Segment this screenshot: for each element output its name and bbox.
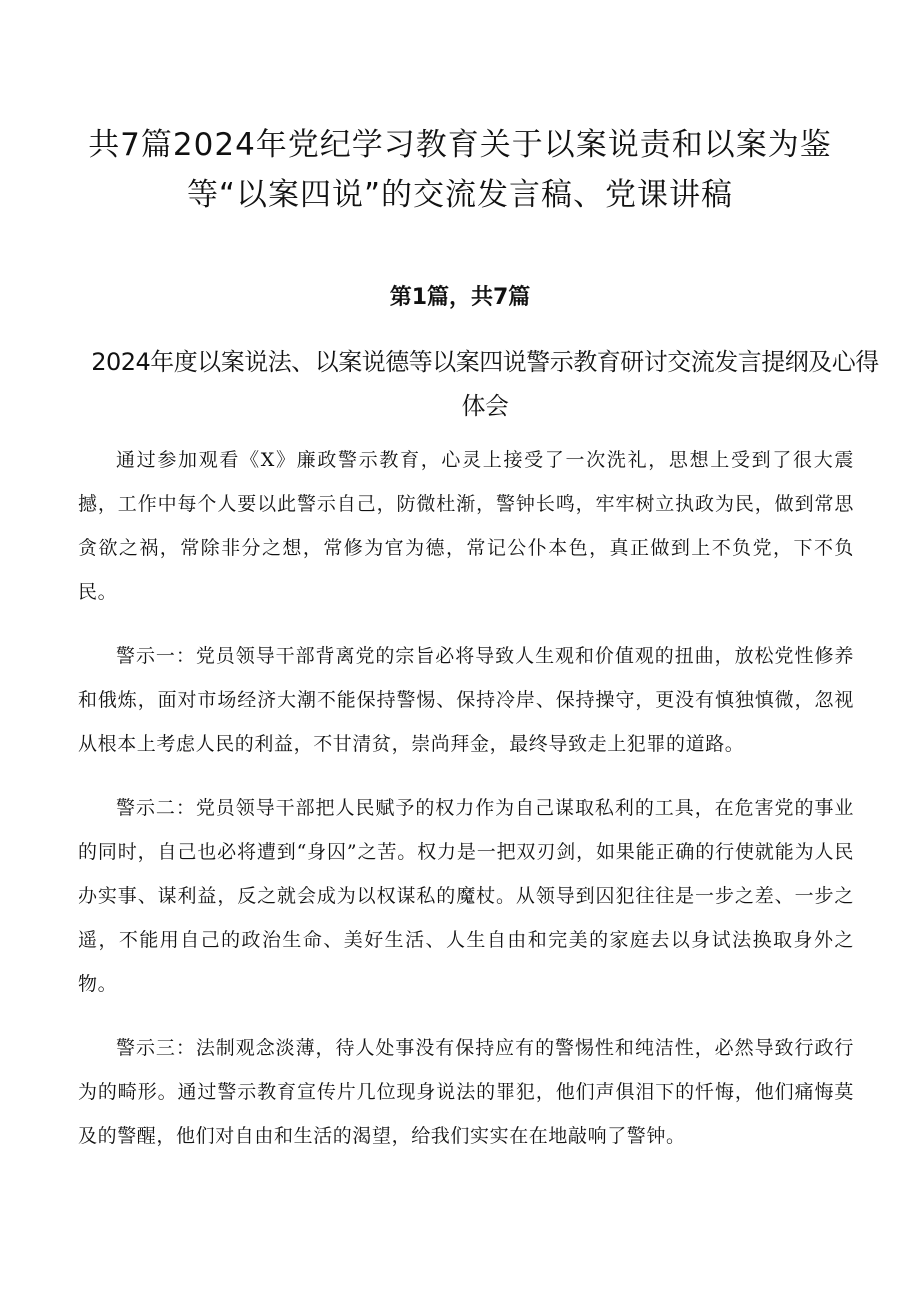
paragraph: 通过参加观看《X》廉政警示教育，心灵上接受了一次洗礼，思想上受到了很大震撼，工作中每个人要以此警示自己，防微杜渐，警钟长鸣，牢牢树立执政为民，做到常思贪欲之祸，常除非分之想，常修为官为德，常记公仆本色，真正做到上不负党，下不负民。: [78, 449, 854, 603]
body-text: [78, 438, 854, 1178]
section-title: 2024年度以案说法、以案说德等以案四说警示教育研讨交流发言提纲及心得体会: [91, 348, 879, 420]
paragraph: 警示三：法制观念淡薄，待人处事没有保持应有的警惕性和纯洁性，必然导致行政行为的畸形。通过警示教育宣传片几位现身说法的罪犯，他们声俱泪下的忏悔，他们痛悔莫及的警醒，他们对自由和生活的渴望，给我们实实在在地敲响了警钟。: [78, 1037, 854, 1147]
document-title: 共7篇2024年党纪学习教育关于以案说责和以案为鉴等“以案四说”的交流发言稿、党课讲稿: [88, 127, 832, 213]
paragraph: 警示一：党员领导干部背离党的宗旨必将导致人生观和价值观的扭曲，放松党性修养和俄炼，面对市场经济大潮不能保持警惕、保持冷岸、保持操守，更没有慎独慎微，忽视从根本上考虑人民的利益，不甘清贫，崇尚拜金，最终导致走上犯罪的道路。: [78, 645, 854, 755]
part-label: 第1篇，共7篇: [389, 285, 531, 310]
paragraph: 警示二：党员领导干部把人民赋予的权力作为自己谋取私利的工具，在危害党的事业的同时，自己也必将遭到“身囚”之苦。权力是一把双刃剑，如果能正确的行使就能为人民办实事、谋利益，反之就会成为以权谋私的魔杖。从领导到囚犯往往是一步之差、一步之遥，不能用自己的政治生命、美好生活、人生自由和完美的家庭去以身试法换取身外之物。: [78, 797, 854, 995]
